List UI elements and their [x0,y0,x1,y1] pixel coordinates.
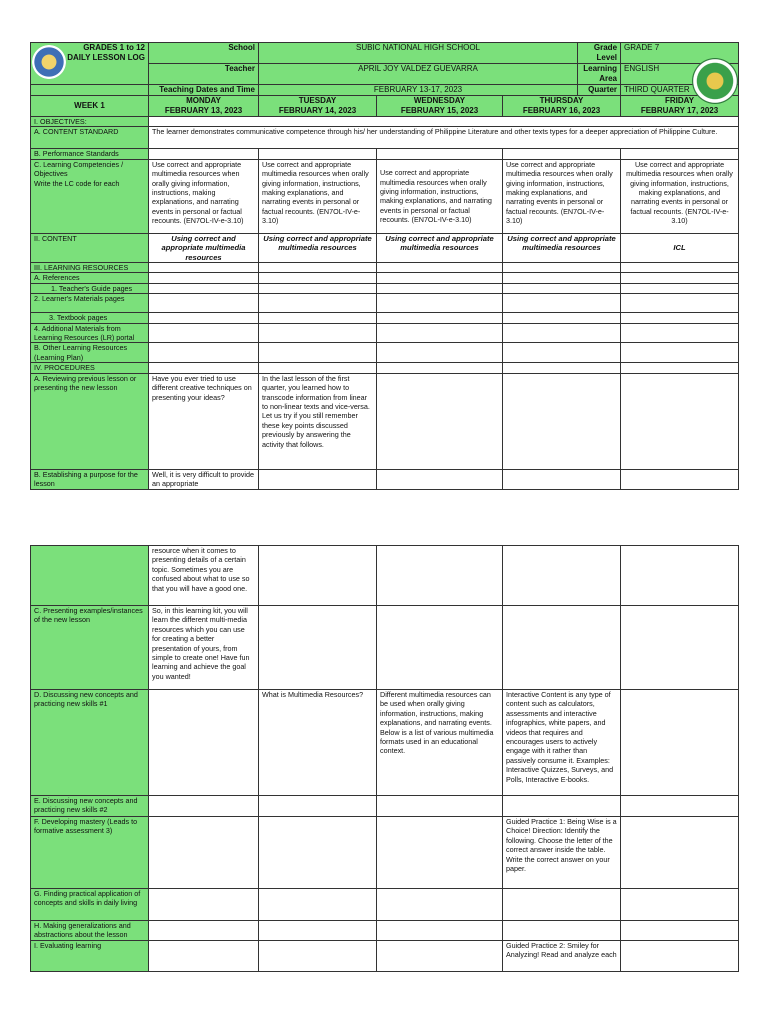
competency-wednesday: Use correct and appropriate multimedia resources when orally giving information, instructions, making explanations, and narrating events in personal or factual recounts. (EN7OL-IV-e-3.10) [377,159,503,233]
learning-area-value: ENGLISH [621,64,739,85]
lesson-log-page-2 [30,545,738,972]
proc-c-label: C. Presenting examples/instances of the new lesson [31,606,149,690]
empty-cell [377,546,503,606]
empty-cell [503,343,621,363]
procedures-label: IV. PROCEDURES [31,363,149,373]
empty-cell [149,343,259,363]
empty-cell [259,363,377,373]
blank-cell [31,85,149,96]
learners-materials-label: 2. Learner's Materials pages [31,294,149,313]
empty-cell [621,294,739,313]
grade-level-label: Grade Level [578,43,621,64]
empty-cell [377,889,503,921]
empty-cell [503,546,621,606]
empty-cell [621,546,739,606]
empty-cell [377,921,503,941]
empty-cell [621,323,739,343]
quarter-value: THIRD QUARTER [621,85,739,96]
teachers-guide-label: 1. Teacher's Guide pages [31,283,149,293]
empty-cell [503,373,621,469]
day-header-thursday: THURSDAY FEBRUARY 16, 2023 [503,96,621,117]
grades-label: GRADES 1 to 12 [83,43,145,52]
empty-cell [377,606,503,690]
empty-cell [377,294,503,313]
proc-b-monday-part1: Well, it is very difficult to provide an appropriate [149,469,259,489]
empty-cell [621,921,739,941]
proc-d-thursday: Interactive Content is any type of content such as calculators, assessments and interactive infographics, white papers, and videos that requires and encourages users to actively engage with it rather than passively consume it. Examples: Interactive Quizzes, Surveys, and Polls, Interactive E-books. [503,690,621,796]
empty-cell [259,941,377,972]
quarter-label: Quarter [578,85,621,96]
empty-cell [621,606,739,690]
empty-cell [503,313,621,323]
proc-f-thursday: Guided Practice 1: Being Wise is a Choice! Direction: Identify the following. Choose the letter of the correct answer inside the table. Write the correct answer on your paper. [503,817,621,889]
content-wednesday: Using correct and appropriate multimedia resources [377,233,503,262]
empty-cell [259,817,377,889]
empty-cell [259,313,377,323]
content-label: II. CONTENT [31,233,149,262]
empty-cell [621,313,739,323]
empty-cell [259,469,377,489]
teacher-value: APRIL JOY VALDEZ GUEVARRA [259,64,578,85]
week-label: WEEK 1 [31,96,149,117]
empty-cell [259,263,377,273]
empty-cell [621,796,739,817]
empty-cell [377,373,503,469]
empty-cell [503,294,621,313]
performance-standards-label: B. Performance Standards [31,149,149,159]
competency-tuesday: Use correct and appropriate multimedia resources when orally giving information, instructions, making explanations, and narrating events in personal or factual recounts. (EN7OL-IV-e-3.10) [259,159,377,233]
empty-cell [621,263,739,273]
lesson-log-table [30,42,739,490]
school-label: School [149,43,259,64]
lesson-log-table-continued [30,545,739,972]
empty-cell [377,941,503,972]
content-friday: ICL [621,233,739,262]
empty-cell [149,294,259,313]
day-header-monday: MONDAY FEBRUARY 13, 2023 [149,96,259,117]
empty-cell [621,343,739,363]
empty-cell [621,817,739,889]
learning-area-label: Learning Area [578,64,621,85]
empty-cell [621,941,739,972]
teacher-label: Teacher [149,64,259,85]
proc-e-label: E. Discussing new concepts and practicing new skills #2 [31,796,149,817]
competency-monday: Use correct and appropriate multimedia resources when orally giving information, instructions, making explanations, and narrating events in personal or factual recounts. (EN7OL-IV-e-3.10) [149,159,259,233]
empty-cell [377,363,503,373]
grade-level-value: GRADE 7 [621,43,739,64]
empty-cell [621,373,739,469]
content-standard-label: A. CONTENT STANDARD [31,127,149,149]
dates-label: Teaching Dates and Time [149,85,259,96]
empty-cell [259,283,377,293]
other-resources-label: B. Other Learning Resources (Learning Plan) [31,343,149,363]
day-header-tuesday: TUESDAY FEBRUARY 14, 2023 [259,96,377,117]
proc-a-monday: Have you ever tried to use different creative techniques on presenting your ideas? [149,373,259,469]
empty-cell [149,796,259,817]
empty-cell [503,323,621,343]
empty-cell [377,263,503,273]
empty-cell [149,273,259,283]
competencies-label: C. Learning Competencies / Objectives Write the LC code for each [31,159,149,233]
competency-thursday: Use correct and appropriate multimedia resources when orally giving information, instructions, making explanations, and narrating events in personal or factual recounts. (EN7OL-IV-e-3.10) [503,159,621,233]
objectives-label: I. OBJECTIVES: [31,117,149,127]
proc-a-label: A. Reviewing previous lesson or presenting the new lesson [31,373,149,469]
proc-i-label: I. Evaluating learning [31,941,149,972]
proc-b-continued-label [31,546,149,606]
empty-cell [149,941,259,972]
content-monday: Using correct and appropriate multimedia resources [149,233,259,262]
proc-a-tuesday: In the last lesson of the first quarter, you learned how to transcode information from linear to non-linear texts and vice-versa. Let us try if you still remember these key points discussed previously by answering the activity that follows. [259,373,377,469]
empty-cell [377,469,503,489]
empty-cell [259,273,377,283]
empty-cell [149,921,259,941]
empty-cell [503,469,621,489]
day-header-wednesday: WEDNESDAY FEBRUARY 15, 2023 [377,96,503,117]
lesson-log-page-1 [30,42,738,490]
empty-cell [621,149,739,159]
empty-cell [377,149,503,159]
empty-cell [149,690,259,796]
empty-cell [377,796,503,817]
empty-cell [259,606,377,690]
empty-cell [377,313,503,323]
competency-friday: Use correct and appropriate multimedia resources when orally giving information, instructions, making explanations, and narrating events in personal or factual recounts. (EN7OL-IV-e-3.10) [621,159,739,233]
empty-cell [503,363,621,373]
proc-d-wednesday: Different multimedia resources can be used when orally giving information, instructions, making explanations, and narrating events. Below is a list of various multimedia formats used in an educational context. [377,690,503,796]
proc-b-monday-part2: resource when it comes to presenting details of a certain topic. Sometimes you are confused about what to use so that you will have a good one. [149,546,259,606]
empty-cell [259,343,377,363]
empty-cell [259,796,377,817]
empty-cell [259,323,377,343]
references-label: A. References [31,273,149,283]
log-title: DAILY LESSON LOG [67,53,145,62]
proc-d-label: D. Discussing new concepts and practicing new skills #1 [31,690,149,796]
empty-cell [377,343,503,363]
empty-cell [149,149,259,159]
proc-b-label: B. Establishing a purpose for the lesson [31,469,149,489]
empty-cell [149,363,259,373]
empty-cell [621,690,739,796]
empty-cell [377,283,503,293]
empty-cell [259,294,377,313]
empty-cell [621,283,739,293]
empty-cell [503,149,621,159]
proc-i-thursday: Guided Practice 2: Smiley for Analyzing! Read and analyze each [503,941,621,972]
empty-cell [149,313,259,323]
empty-cell [149,117,739,127]
empty-cell [503,921,621,941]
proc-c-monday: So, in this learning kit, you will learn the different multi-media resources which you can use for creating a better presentation of yours, from simple to create one! Have fun learning and achieve the goal you wanted! [149,606,259,690]
empty-cell [621,363,739,373]
empty-cell [377,817,503,889]
empty-cell [259,921,377,941]
empty-cell [503,796,621,817]
empty-cell [621,273,739,283]
additional-materials-label: 4. Additional Materials from Learning Resources (LR) portal [31,323,149,343]
empty-cell [503,273,621,283]
content-tuesday: Using correct and appropriate multimedia resources [259,233,377,262]
empty-cell [259,889,377,921]
proc-g-label: G. Finding practical application of concepts and skills in daily living [31,889,149,921]
empty-cell [259,149,377,159]
empty-cell [503,606,621,690]
empty-cell [503,263,621,273]
empty-cell [259,546,377,606]
empty-cell [149,283,259,293]
empty-cell [503,889,621,921]
empty-cell [621,469,739,489]
empty-cell [149,817,259,889]
empty-cell [149,889,259,921]
empty-cell [503,283,621,293]
day-header-friday: FRIDAY FEBRUARY 17, 2023 [621,96,739,117]
textbook-pages-label: 3. Textbook pages [31,313,149,323]
dates-value: FEBRUARY 13-17, 2023 [259,85,578,96]
proc-d-tuesday: What is Multimedia Resources? [259,690,377,796]
content-thursday: Using correct and appropriate multimedia resources [503,233,621,262]
deped-seal-icon [32,45,66,79]
content-standard-text: The learner demonstrates communicative competence through his/ her understanding of Philippine Literature and other texts types for a deeper appreciation of Philippine Culture. [149,127,739,149]
empty-cell [377,273,503,283]
empty-cell [621,889,739,921]
empty-cell [377,323,503,343]
empty-cell [149,323,259,343]
school-seal-icon [692,58,738,104]
proc-f-label: F. Developing mastery (Leads to formative assessment 3) [31,817,149,889]
learning-resources-label: III. LEARNING RESOURCES [31,263,149,273]
school-value: SUBIC NATIONAL HIGH SCHOOL [259,43,578,64]
proc-h-label: H. Making generalizations and abstractions about the lesson [31,921,149,941]
empty-cell [149,263,259,273]
